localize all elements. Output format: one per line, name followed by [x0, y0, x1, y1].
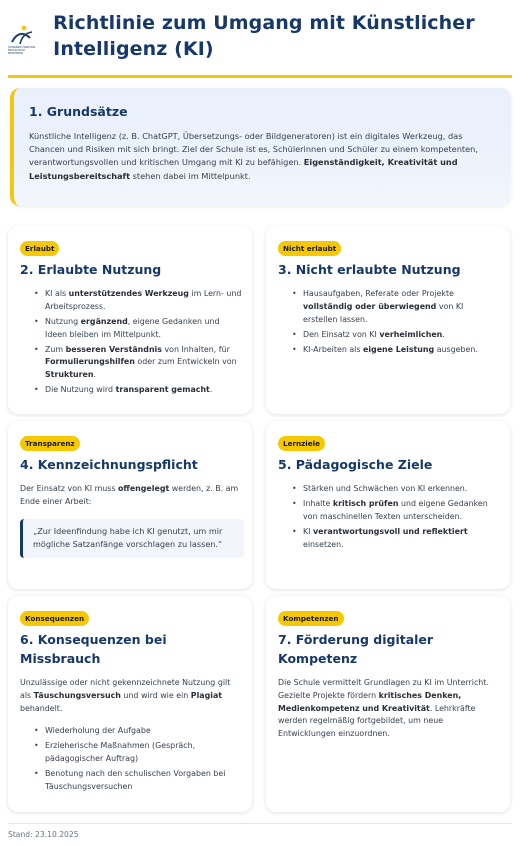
- goals-list: [278, 483, 500, 551]
- list-item: • Benotung nach den schulischen Vorgaben bei Täuschungsversuchen: [34, 768, 242, 794]
- footer-divider: [8, 823, 512, 824]
- page-title: Richtlinie zum Umgang mit Künstlicher Intelligenz (KI): [53, 12, 475, 60]
- card-heading: 5. Pädagogische Ziele: [278, 457, 433, 472]
- card-heading: 6. Konsequenzen bei Missbrauch: [20, 632, 167, 666]
- list-item: • KI-Arbeiten als eigene Leistung ausgeben.: [292, 344, 500, 357]
- goals-card: [266, 421, 510, 589]
- list-item: • Wiederholung der Aufgabe: [34, 725, 242, 738]
- status-badge: Nicht erlaubt: [278, 241, 341, 256]
- list-item: • Stärken und Schwächen von KI erkennen.: [292, 483, 500, 496]
- list-item: • Erzieherische Maßnahmen (Gespräch, pädagogischer Auftrag): [34, 740, 242, 766]
- card-heading: 3. Nicht erlaubte Nutzung: [278, 262, 461, 277]
- card-heading: 4. Kennzeichnungspflicht: [20, 457, 198, 472]
- consequences-list: [20, 725, 242, 793]
- status-badge: Transparenz: [20, 436, 80, 451]
- list-item: • Inhalte kritisch prüfen und eigene Gedanken von maschinellen Texten unterscheiden.: [292, 498, 500, 524]
- competence-card: [266, 596, 510, 812]
- card-heading: 7. Förderung digitaler Kompetenz: [278, 632, 434, 666]
- logo-text: JOHANNES-HARTUNG REALSCHULE MELTINGEN: [8, 46, 36, 55]
- allowed-list: [20, 288, 242, 397]
- principles-heading: 1. Grundsätze: [29, 104, 128, 119]
- list-item: • KI verantwortungsvoll und reflektiert einsetzen.: [292, 526, 500, 552]
- status-badge: Kompetenzen: [278, 611, 344, 626]
- labeling-card: [8, 421, 252, 589]
- list-item: • Die Nutzung wird transparent gemacht.: [34, 384, 242, 397]
- competence-text: Die Schule vermittelt Grundlagen zu KI im Unterricht. Gezielte Projekte fördern kritisches Denken, Medienkompetenz und Kreativität. Lehrkräfte werden regelmäßig fortgebildet, um neue Entwicklungen einzuordnen.: [278, 678, 489, 739]
- list-item: • Zum besseren Verständnis von Inhalten, für Formulierungshilfen oder zum Entwickeln von Strukturen.: [34, 344, 242, 382]
- card-heading: 2. Erlaubte Nutzung: [20, 262, 162, 277]
- consequences-card: [8, 596, 252, 812]
- consequences-text: Unzulässige oder nicht gekennzeichnete Nutzung gilt als Täuschungsversuch und wird wie ein Plagiat behandelt.: [20, 678, 231, 713]
- status-badge: Erlaubt: [20, 241, 59, 256]
- status-badge: Lernziele: [278, 436, 325, 451]
- forbidden-use-card: [266, 226, 510, 414]
- header-divider: [8, 75, 512, 78]
- page-header: [8, 10, 512, 72]
- allowed-use-card: [8, 226, 252, 414]
- example-quote: „Zur Ideenfindung habe ich KI genutzt, um mir mögliche Satzanfänge vorschlagen zu lassen.“: [20, 519, 244, 558]
- list-item: • KI als unterstützendes Werkzeug im Lern- und Arbeitsprozess.: [34, 288, 242, 314]
- footer-date: Stand: 23.10.2025: [8, 830, 79, 839]
- list-item: • Nutzung ergänzend, eigene Gedanken und Ideen bleiben im Mittelpunkt.: [34, 316, 242, 342]
- forbidden-list: [278, 288, 500, 356]
- school-logo: [8, 24, 39, 64]
- principles-text: Künstliche Intelligenz (z. B. ChatGPT, Übersetzungs- oder Bildgeneratoren) ist ein digitales Werkzeug, das Chancen und Risiken mit sich bringt. Ziel der Schule ist es, Schülerinnen und Schüler zu einem kompetenten, verantwortungsvollen und kritischen Umgang mit KI zu befähigen. Eigenständigkeit, Kreativität und Leistungsbereitschaft stehen dabei im Mittelpunkt.: [29, 131, 478, 181]
- list-item: • Hausaufgaben, Referate oder Projekte vollständig oder überwiegend von KI erstellen lassen.: [292, 288, 500, 326]
- principles-section: [10, 88, 511, 206]
- labeling-text: Der Einsatz von KI muss offengelegt werden, z. B. am Ende einer Arbeit:: [20, 484, 239, 506]
- list-item: • Den Einsatz von KI verheimlichen.: [292, 329, 500, 342]
- status-badge: Konsequenzen: [20, 611, 89, 626]
